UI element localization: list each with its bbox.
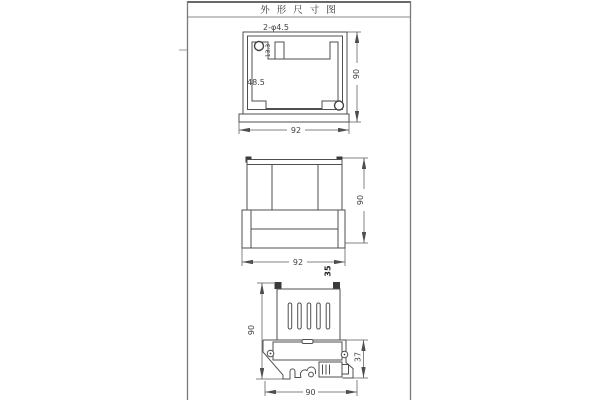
mounting-hole-bottom-right xyxy=(335,101,344,110)
dim-notch-13-3: 13.3 xyxy=(265,43,272,58)
top-view xyxy=(239,23,362,135)
dim-side-height: 90 xyxy=(247,324,256,336)
front-view xyxy=(242,157,368,277)
front-width-dimension xyxy=(242,248,345,267)
dim-rail-37: 37 xyxy=(353,351,363,363)
dim-top-width: 92 xyxy=(290,126,302,135)
dim-front-width: 92 xyxy=(292,258,304,267)
din-rail-clip xyxy=(263,340,353,380)
top-view-front-flange xyxy=(239,114,349,122)
dim-top-height: 90 xyxy=(352,68,361,80)
dim-inner-48-5: 48.5 xyxy=(247,78,265,87)
din-rail-face xyxy=(273,342,342,360)
rail-top-slot xyxy=(302,340,313,344)
side-width-dimension xyxy=(265,380,357,397)
side-corner-block-left xyxy=(275,282,282,289)
mounting-hole-top-left xyxy=(255,42,264,51)
rail-height-dimension xyxy=(346,340,368,378)
clip-slider-tab xyxy=(342,365,349,375)
side-corner-block-right xyxy=(333,282,340,289)
top-view-height-dimension xyxy=(347,32,362,122)
drawing-title: 外 形 尺 寸 图 xyxy=(260,5,338,16)
dim-side-width: 90 xyxy=(305,388,316,397)
clip-pivot-hole xyxy=(309,372,314,377)
dim-depth-35: 35 xyxy=(323,265,333,277)
clip-screw-right-center xyxy=(344,354,346,356)
clip-screw-left-center xyxy=(270,353,272,355)
side-view xyxy=(247,282,369,397)
top-view-width-dimension xyxy=(239,122,349,135)
side-view-body xyxy=(277,289,340,340)
dim-front-height: 90 xyxy=(356,194,365,206)
dim-hole-label: 2-φ4.5 xyxy=(263,23,289,32)
front-view-body xyxy=(247,160,342,211)
front-height-dimension xyxy=(342,158,368,243)
